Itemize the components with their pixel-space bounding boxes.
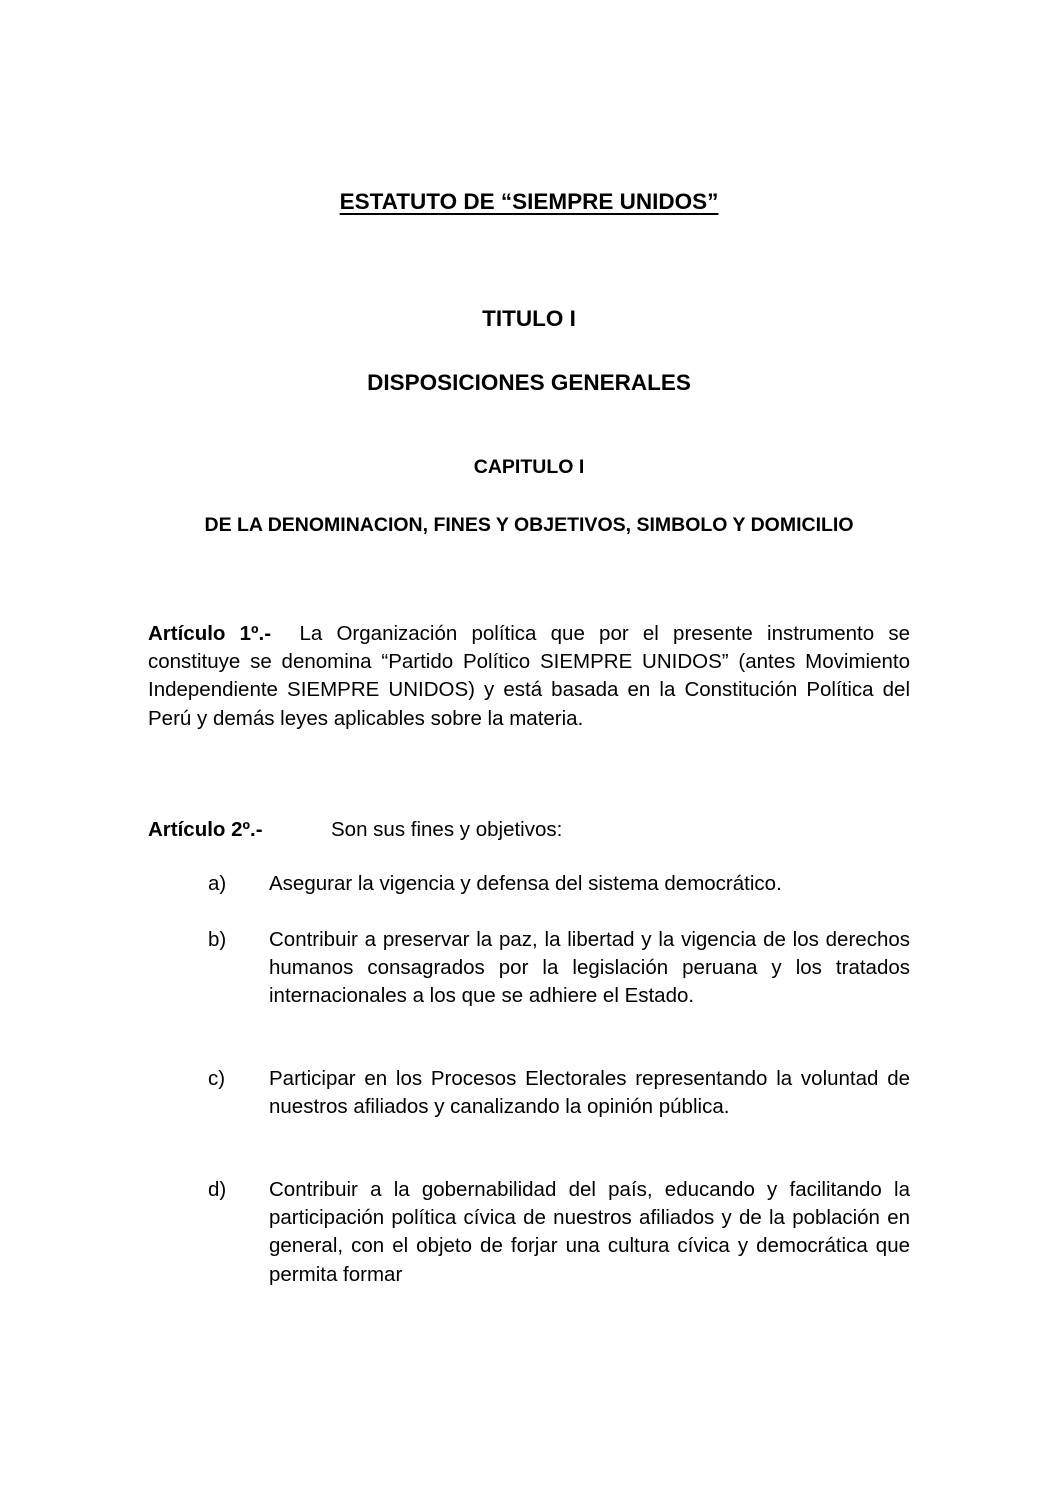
list-item-marker: b) [208,928,227,951]
document-title: ESTATUTO DE “SIEMPRE UNIDOS” [339,189,719,214]
article-1-paragraph [148,620,910,733]
list-item-marker: c) [208,1067,226,1090]
list-item-text: Contribuir a la gobernabilidad del país, educando y facilitando la participación política cívica de nuestros afiliados y de la población en general, con el objeto de forjar una cultura cívica y democrática que permita formar [269,1178,910,1286]
article-2-heading-row [148,816,562,844]
article-2-label: Artículo 2º.- [148,818,263,841]
article-1-label: Artículo 1º.- [148,622,272,645]
list-item-text: Participar en los Procesos Electorales representando la voluntad de nuestros afiliados y canalizando la opinión pública. [269,1067,910,1119]
list-item-marker: a) [208,872,227,895]
article-1-text: La Organización política que por el presente instrumento se constituye se denomina “Partido Político SIEMPRE UNIDOS” (antes Movimiento Independiente SIEMPRE UNIDOS) y está basada en la Constitución Política del Perú y demás leyes aplicables sobre la materia. [148,622,910,730]
chapter-name-heading: DE LA DENOMINACION, FINES Y OBJETIVOS, SIMBOLO Y DOMICILIO [204,514,854,536]
list-item-text: Contribuir a preservar la paz, la libertad y la vigencia de los derechos humanos consagrados por la legislación peruana y los tratados internacionales a los que se adhiere el Estado. [269,928,910,1008]
title-name-heading: DISPOSICIONES GENERALES [367,370,691,395]
list-item-marker: d) [208,1178,227,1201]
list-item-text: Asegurar la vigencia y defensa del sistema democrático. [269,872,782,895]
title-number-heading: TITULO I [482,306,576,331]
chapter-number-heading: CAPITULO I [473,456,585,478]
article-2-intro: Son sus fines y objetivos: [331,818,563,841]
